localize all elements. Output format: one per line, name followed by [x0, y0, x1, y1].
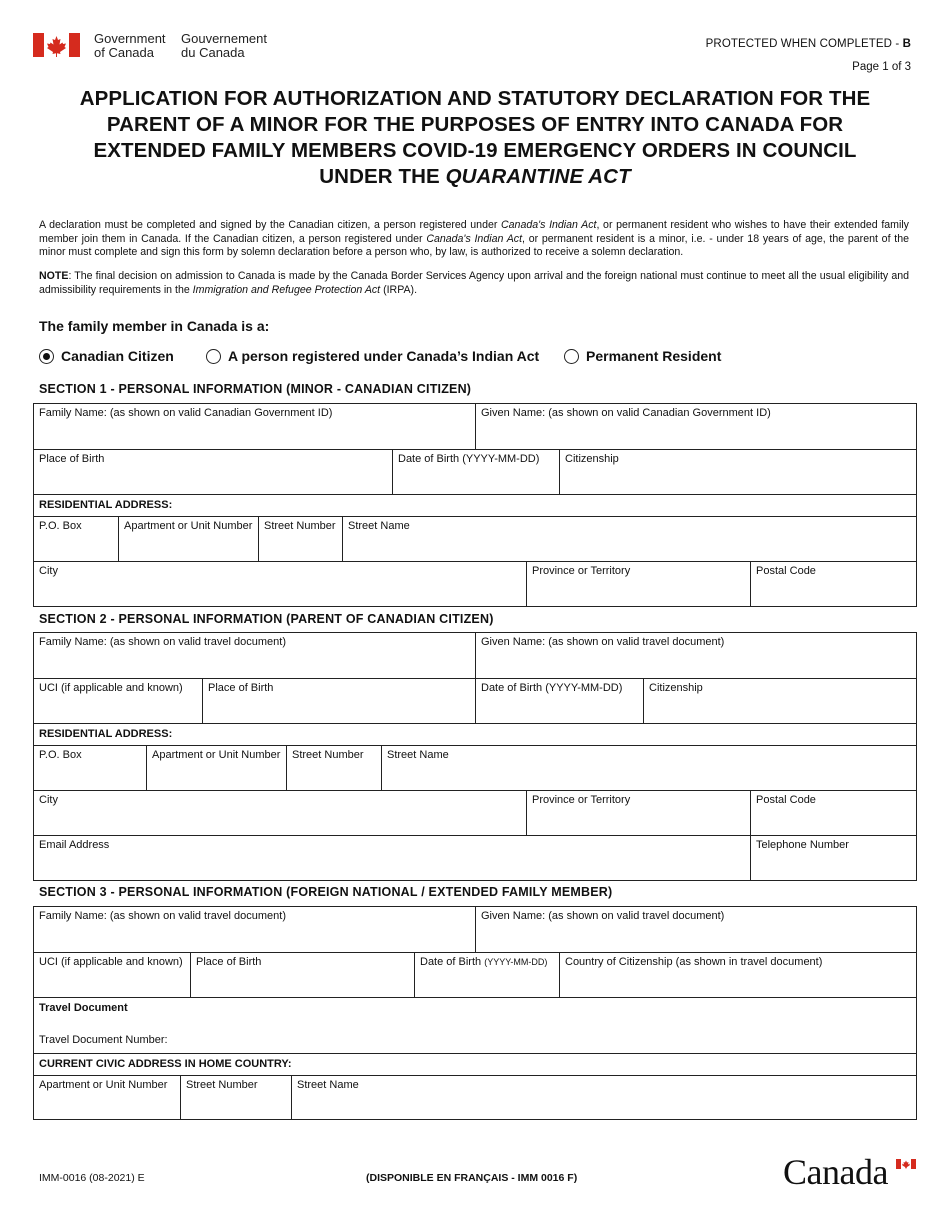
title-line3: EXTENDED FAMILY MEMBERS COVID-19 EMERGENCY ORDERS IN COUNCIL [93, 139, 857, 162]
s2-row-res-header [34, 723, 916, 745]
s2-dob-field[interactable] [475, 679, 643, 723]
s2-telephone-label: Telephone Number [756, 839, 849, 851]
s1-postal-label: Postal Code [756, 565, 816, 577]
french-availability: (DISPONIBLE EN FRANÇAIS - IMM 0016 F) [366, 1172, 578, 1184]
s3-place-of-birth-field[interactable] [190, 953, 414, 997]
radio-indian-act[interactable] [206, 348, 539, 364]
s1-po-box-label: P.O. Box [39, 520, 82, 532]
s3-country-label: Country of Citizenship (as shown in travel document) [565, 956, 823, 968]
s2-uci-field[interactable] [34, 679, 202, 723]
s3-country-field[interactable] [559, 953, 916, 997]
s3-travel-doc-header: Travel Document [39, 1002, 128, 1014]
s1-city-label: City [39, 565, 58, 577]
s1-citizenship-field[interactable] [559, 450, 916, 494]
s2-email-field[interactable] [34, 836, 750, 880]
s3-uci-field[interactable] [34, 953, 190, 997]
s3-family-name-field[interactable] [34, 907, 475, 952]
s1-residential-address-header: RESIDENTIAL ADDRESS: [39, 499, 173, 511]
s1-family-name-field[interactable] [34, 404, 475, 449]
s1-apt-label: Apartment or Unit Number [124, 520, 253, 532]
s2-city-label: City [39, 794, 58, 806]
radio-label-permanent-resident: Permanent Resident [586, 348, 722, 364]
s3-place-of-birth-label: Place of Birth [196, 956, 262, 968]
s2-apt-label: Apartment or Unit Number [152, 749, 281, 761]
s2-dob-label: Date of Birth (YYYY-MM-DD) [481, 682, 623, 694]
intro-p1-a: A declaration must be completed and signed by the Canadian citizen, a person registered under [39, 219, 502, 231]
canada-wordmark-text: Canada [783, 1152, 888, 1192]
radio-empty-icon[interactable] [206, 349, 221, 364]
s2-po-box-label: P.O. Box [39, 749, 82, 761]
s2-city-field[interactable] [34, 791, 526, 835]
s3-street-name-field[interactable] [291, 1076, 916, 1119]
s1-po-box-field[interactable] [34, 517, 118, 561]
s1-street-name-field[interactable] [342, 517, 916, 561]
s3-given-name-field[interactable] [475, 907, 916, 952]
s1-city-field[interactable] [34, 562, 526, 606]
radio-label-indian-act: A person registered under Canada’s Indian Act [228, 348, 540, 364]
s1-given-name-field[interactable] [475, 404, 916, 449]
s2-row-birth [34, 678, 916, 723]
note-label: NOTE [39, 270, 69, 282]
s3-given-name-label: Given Name: (as shown on valid travel document) [481, 910, 725, 922]
protected-prefix: PROTECTED WHEN COMPLETED - [705, 38, 903, 50]
s2-citizenship-label: Citizenship [649, 682, 703, 694]
s3-row-names [34, 907, 916, 952]
gov-fr-label [181, 32, 267, 60]
title-line2: PARENT OF A MINOR FOR THE PURPOSES OF ENTRY INTO CANADA FOR [106, 113, 844, 136]
gov-fr-line1: Gouvernement [181, 31, 267, 46]
s2-postal-field[interactable] [750, 791, 916, 835]
s1-row-address [34, 516, 916, 561]
s1-row-city [34, 561, 916, 606]
radio-canadian-citizen[interactable] [39, 348, 174, 364]
s1-street-name-label: Street Name [348, 520, 410, 532]
s2-uci-label: UCI (if applicable and known) [39, 682, 183, 694]
section1-title: SECTION 1 - PERSONAL INFORMATION (MINOR - CANADIAN CITIZEN) [39, 382, 472, 396]
note-p2-c: Immigration and Refugee Protection Act [192, 283, 381, 296]
s3-dob-field[interactable] [414, 953, 559, 997]
s1-citizenship-label: Citizenship [565, 453, 619, 465]
s1-row-birth [34, 449, 916, 494]
section3-grid [33, 906, 917, 1120]
s2-province-field[interactable] [526, 791, 750, 835]
s2-street-number-field[interactable] [286, 746, 381, 790]
s1-street-number-field[interactable] [258, 517, 342, 561]
s3-travel-doc-block [34, 998, 916, 1053]
s3-uci-label: UCI (if applicable and known) [39, 956, 183, 968]
s2-place-of-birth-label: Place of Birth [208, 682, 274, 694]
s1-province-label: Province or Territory [532, 565, 631, 577]
s3-dob-format: (YYYY-MM-DD) [484, 957, 548, 967]
s3-travel-doc-number-field[interactable] [39, 1034, 168, 1047]
s2-residential-address-header: RESIDENTIAL ADDRESS: [39, 728, 173, 740]
page-number: Page 1 of 3 [852, 61, 911, 73]
title-line4-b: QUARANTINE ACT [445, 165, 631, 188]
gov-en-line2: of Canada [94, 45, 154, 60]
s3-street-name-label: Street Name [297, 1079, 359, 1091]
s1-given-name-label: Given Name: (as shown on valid Canadian Government ID) [481, 407, 771, 419]
title-line1: APPLICATION FOR AUTHORIZATION AND STATUTORY DECLARATION FOR THE [79, 87, 871, 110]
s1-place-of-birth-label: Place of Birth [39, 453, 105, 465]
s1-apt-field[interactable] [118, 517, 258, 561]
s2-apt-field[interactable] [146, 746, 286, 790]
s1-row-names [34, 404, 916, 449]
s1-row-res-header [34, 494, 916, 516]
s2-row-address [34, 745, 916, 790]
s1-dob-field[interactable] [392, 450, 559, 494]
s1-province-field[interactable] [526, 562, 750, 606]
intro-p1-c: , or permanent resident who wishes to have their extended family member join them in Canada. If the Canadian citizen, a person registered under [39, 219, 909, 245]
note-p2-b: : The final decision on admission to Canada is made by the Canada Border Services Agency upon arrival and the foreign national must continue to meet all the usual eligibility and admissibility requirements in the [39, 270, 909, 296]
s2-given-name-label: Given Name: (as shown on valid travel document) [481, 636, 725, 648]
canada-wordmark [783, 1151, 918, 1195]
section3-title: SECTION 3 - PERSONAL INFORMATION (FOREIGN NATIONAL / EXTENDED FAMILY MEMBER) [39, 885, 613, 899]
s3-row-address [34, 1075, 916, 1119]
s1-street-number-label: Street Number [264, 520, 336, 532]
s2-email-label: Email Address [39, 839, 110, 851]
section1-grid [33, 403, 917, 607]
s2-family-name-field[interactable] [34, 633, 475, 678]
section2-title: SECTION 2 - PERSONAL INFORMATION (PARENT OF CANADIAN CITIZEN) [39, 612, 494, 626]
s2-postal-label: Postal Code [756, 794, 816, 806]
wordmark-flag-icon [896, 1159, 916, 1169]
protected-level: B [902, 38, 911, 50]
intro-paragraph [39, 219, 909, 260]
s2-street-name-field[interactable] [381, 746, 916, 790]
s3-family-name-label: Family Name: (as shown on valid travel document) [39, 910, 286, 922]
note-paragraph [39, 270, 909, 297]
s3-row-birth [34, 952, 916, 997]
s3-row-civic-header [34, 1053, 916, 1075]
s3-street-number-label: Street Number [186, 1079, 258, 1091]
s2-street-number-label: Street Number [292, 749, 364, 761]
s2-row-contact [34, 835, 916, 880]
s3-dob-label: Date of Birth [420, 956, 485, 968]
intro-p1-b: Canada's Indian Act [501, 219, 597, 231]
intro-p1-e: , or permanent resident is a minor, i.e. - under 18 years of age, the parent of the minor must complete and sign this form by solemn declaration before a person who, by law, is authorized to receive a solemn declaration. [39, 232, 909, 258]
form-code: IMM-0016 (08-2021) E [39, 1172, 145, 1184]
s3-civic-address-header: CURRENT CIVIC ADDRESS IN HOME COUNTRY: [39, 1058, 292, 1070]
s2-family-name-label: Family Name: (as shown on valid travel document) [39, 636, 286, 648]
protected-notice [706, 38, 911, 50]
form-title [30, 86, 920, 190]
intro-p1-d: Canada's Indian Act [426, 232, 523, 245]
gov-en-line1: Government [94, 31, 166, 46]
s3-row-travel-doc [34, 997, 916, 1053]
gov-en-label [94, 32, 166, 60]
radio-permanent-resident[interactable] [564, 348, 721, 364]
s2-province-label: Province or Territory [532, 794, 631, 806]
s3-apt-label: Apartment or Unit Number [39, 1079, 168, 1091]
s2-row-city [34, 790, 916, 835]
s1-postal-field[interactable] [750, 562, 916, 606]
family-member-question: The family member in Canada is a: [39, 318, 270, 334]
section2-grid [33, 632, 917, 881]
s3-travel-doc-number-label: Travel Document Number: [39, 1034, 168, 1046]
canada-flag-icon [33, 33, 80, 57]
gov-fr-line2: du Canada [181, 45, 245, 60]
note-p2-d: (IRPA). [380, 283, 418, 296]
s2-given-name-field[interactable] [475, 633, 916, 678]
s2-citizenship-field[interactable] [643, 679, 916, 723]
s3-apt-field[interactable] [34, 1076, 180, 1119]
s1-dob-label: Date of Birth (YYYY-MM-DD) [398, 453, 540, 465]
s1-place-of-birth-field[interactable] [34, 450, 392, 494]
s1-family-name-label: Family Name: (as shown on valid Canadian Government ID) [39, 407, 333, 419]
s2-row-names [34, 633, 916, 678]
s2-street-name-label: Street Name [387, 749, 449, 761]
radio-empty-icon[interactable] [564, 349, 579, 364]
s2-po-box-field[interactable] [34, 746, 146, 790]
title-line4-a: UNDER THE [319, 165, 446, 188]
radio-label-citizen: Canadian Citizen [61, 348, 174, 364]
radio-selected-icon[interactable] [39, 349, 54, 364]
title-line4 [30, 164, 920, 190]
s2-telephone-field[interactable] [750, 836, 916, 880]
s3-street-number-field[interactable] [180, 1076, 291, 1119]
s2-place-of-birth-field[interactable] [202, 679, 475, 723]
